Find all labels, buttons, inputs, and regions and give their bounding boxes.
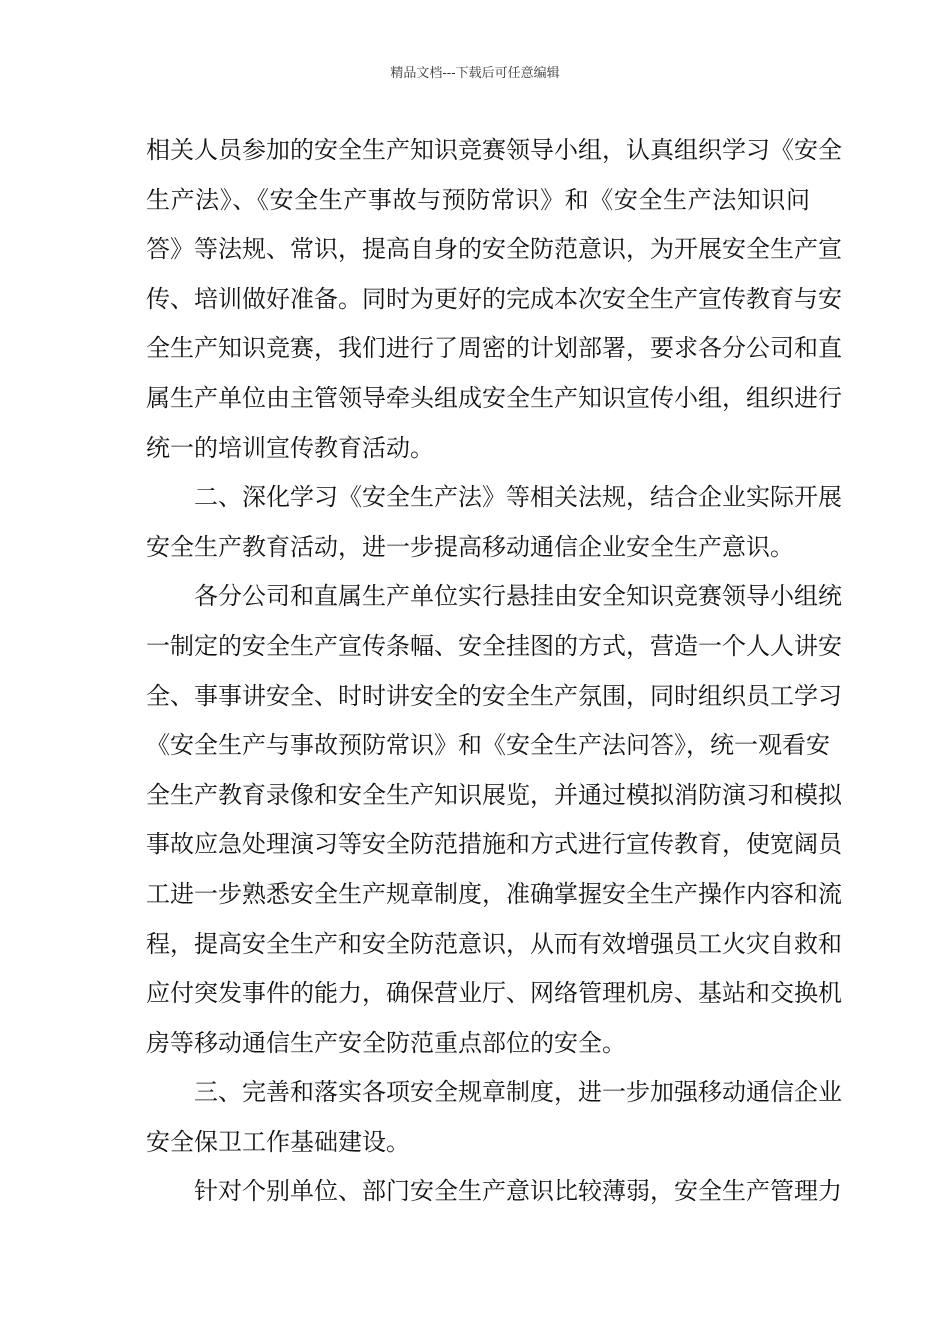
- text-line: 属生产单位由主管领导牵头组成安全生产知识宣传小组，组织进行: [146, 383, 842, 412]
- text-line: 安全生产教育活动，进一步提高移动通信企业安全生产意识。: [146, 532, 794, 561]
- text-line: 应付突发事件的能力，确保营业厅、网络管理机房、基站和交换机: [146, 979, 842, 1008]
- text-line: 一制定的安全生产宣传条幅、安全挂图的方式，营造一个人人讲安: [146, 631, 842, 660]
- text-line: 相关人员参加的安全生产知识竞赛领导小组，认真组织学习《安全: [146, 136, 842, 164]
- page-header: 精品文档---下载后可任意编辑: [390, 66, 560, 81]
- text-line: 二、深化学习《安全生产法》等相关法规，结合企业实际开展: [194, 483, 842, 512]
- text-line: 事故应急处理演习等安全防范措施和方式进行宣传教育，使宽阔员: [146, 830, 842, 859]
- text-line: 安全保卫工作基础建设。: [146, 1127, 410, 1156]
- text-line: 房等移动通信生产安全防范重点部位的安全。: [146, 1028, 626, 1057]
- document-body: [146, 126, 842, 1217]
- text-line: 全、事事讲安全、时时讲安全的安全生产氛围，同时组织员工学习: [146, 681, 842, 710]
- text-line: 生产法》、《安全生产事故与预防常识》和《安全生产法知识问: [146, 185, 810, 214]
- text-line: 工进一步熟悉安全生产规章制度，准确掌握安全生产操作内容和流: [146, 879, 842, 908]
- text-line: 三、完善和落实各项安全规章制度，进一步加强移动通信企业: [194, 1078, 842, 1107]
- text-line: 全生产教育录像和安全生产知识展览，并通过模拟消防演习和模拟: [146, 780, 842, 809]
- text-line: 《安全生产与事故预防常识》和《安全生产法问答》，统一观看安: [146, 731, 830, 760]
- text-line: 全生产知识竞赛，我们进行了周密的计划部署，要求各分公司和直: [146, 334, 842, 363]
- text-line: 传、培训做好准备。同时为更好的完成本次安全生产宣传教育与安: [146, 284, 842, 313]
- text-line: 程，提高安全生产和安全防范意识，从而有效增强员工火灾自救和: [146, 929, 842, 958]
- text-line: 统一的培训宣传教育活动。: [146, 433, 434, 462]
- text-line: 针对个别单位、部门安全生产意识比较薄弱，安全生产管理力: [194, 1177, 842, 1206]
- text-line: 答》等法规、常识，提高自身的安全防范意识，为开展安全生产宣: [146, 235, 842, 264]
- text-line: 各分公司和直属生产单位实行悬挂由安全知识竞赛领导小组统: [194, 582, 842, 611]
